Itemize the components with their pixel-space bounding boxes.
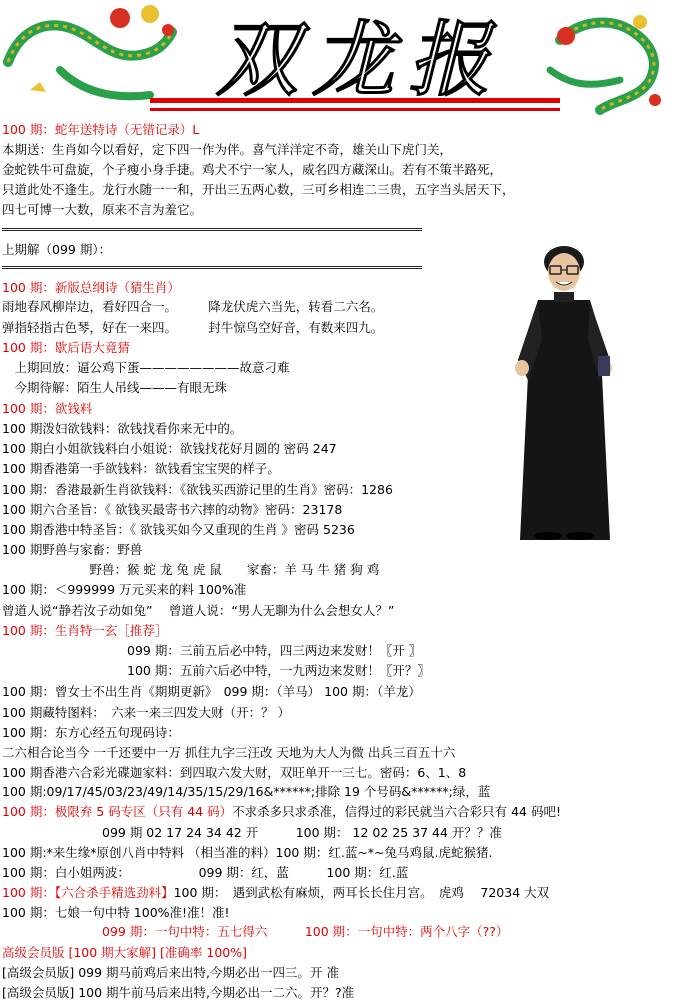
text-line: 二六相合论当今 一千还要中一万 抓住九字三汪改 天地为大人为微 出兵三百五十六 (2, 745, 456, 760)
text-line: 100 期：白小姐两波： 099 期：红，蓝 100 期：红.蓝 (2, 865, 409, 880)
text-line: 099 期 02 17 24 34 42 开 100 期： 12 02 25 37 44 开？？准 (2, 825, 502, 840)
text-line: 100 期香港第一手欲钱料：欲钱看宝宝哭的样子。 (2, 461, 280, 476)
text-line: 099 期：一句中特：五七得六 100 期：一句中特：两个八字（??） (2, 924, 509, 939)
text-line: 野兽：猴 蛇 龙 兔 虎 鼠 家畜：羊 马 牛 猪 狗 鸡 (2, 562, 380, 577)
text-line: [高级会员版] 099 期马前鸡后来出特,今期必出一四三。开 准 (2, 965, 340, 980)
title-underline-bottom (150, 108, 560, 111)
text-line: 100 期:*来生缘*原创八肖中特料 （相当准的料）100 期：红.蓝~*~兔马鸡鼠.虎蛇猴猪. (2, 845, 493, 860)
text-line: 只道此处不逢生。龙行水随一一和，开出三五两心数，三可乡相连二三贵，五字当头居天下， (2, 182, 515, 197)
text-line: 100 期：东方心经五句现码诗： (2, 725, 180, 740)
separator-line (2, 266, 422, 275)
text-line: 四七可博一大数，原来不言为羞它。 (2, 202, 203, 217)
text-line: 100 期泼妇欲钱料：欲钱找看你来无中的。 (2, 421, 243, 436)
text-line: 100 期野兽与家畜：野兽 (2, 542, 143, 557)
text-line: 弹指轻指古色琴，好在一来四。 封牛惊鸟空好音，有数来四九。 (2, 320, 384, 335)
masthead-title: 双龙报 (216, 13, 504, 108)
text-line (2, 802, 561, 822)
portrait-figure (508, 240, 620, 540)
text-line: 099 期：三前五后必中特，四三两边来发财！〖开 〗 (2, 643, 422, 658)
text-line: 100 期：欲钱料 (2, 401, 93, 416)
text-line: 本期送：生肖如今以看好，定下四一作为伴。喜气洋洋定不奇，雄关山下虎门关， (2, 142, 453, 157)
text-line: 今期待解：陌生人吊线———有眼无珠 (2, 380, 228, 395)
line-rest: 100 期： 遇到武松有麻烦，两耳长长住月宫。 虎鸡 72034 大双 (173, 885, 550, 900)
red-prefix: 100 期：极限弃 5 码专区（只有 44 码） (2, 804, 233, 819)
text-line: 100 期：七娘一句中特 100%准!准！准! (2, 905, 230, 920)
masthead (0, 0, 688, 122)
text-line: 雨地春风柳岸边，看好四合一。 降龙伏虎六当先，转看二六名。 (2, 299, 384, 314)
text-line: 100 期：＜999999 万元买来的料 100%准 (2, 582, 247, 597)
text-line: 100 期:09/17/45/03/23/49/14/35/15/29/16&******;排除 19 个号码&******;绿，蓝 (2, 784, 491, 799)
red-prefix: 100 期：【六合杀手精选劲料】 (2, 885, 174, 900)
text-line: 100 期香港六合彩光碟迦家料：到四取六发大财，双旺单开一三七。密码：6、1、8 (2, 765, 467, 780)
text-line: 100 期：曾女士不出生肖《期期更新》 099 期：（羊马） 100 期：（羊龙） (2, 684, 421, 699)
text-line: 100 期六合圣旨：《 欲钱买最寄书六摔的动物》密码：23178 (2, 502, 343, 517)
text-line: 100 期：香港最新生肖欲钱料：《欲钱买西游记里的生肖》密码：1286 (2, 482, 393, 497)
text-line: 100 期白小姐欲钱料白小姐说：欲钱找花好月圆的 密码 247 (2, 441, 337, 456)
text-line: 上期解（099 期）： (2, 242, 112, 257)
text-line: 金蛇铁牛可盘旋，个子瘦小身手捷。鸡犬不宁一家人，威名四方藏深山。若有不策半路死， (2, 162, 503, 177)
text-line: 100 期：蛇年送特诗（无错记录）L (2, 122, 200, 137)
text-line: 100 期香港中特圣旨：《 欲钱买如今又重现的生肖 》密码 5236 (2, 522, 355, 537)
text-line: 100 期：生肖特一玄［推荐］ (2, 623, 168, 638)
text-line (2, 883, 549, 903)
text-line: 上期回放：逼公鸡下蛋————————故意刁难 (2, 360, 290, 375)
dragon-right-icon (550, 15, 661, 110)
text-line: [高级会员版] 100 期牛前马后来出特,今期必出一二六。开？?准 (2, 985, 355, 1000)
line-rest: 不求杀多只求杀准，信得过的彩民就当六合彩只有 44 码吧! (232, 804, 561, 819)
text-line: 100 期藏特图料： 六来一来三四发大财（开：？ ） (2, 705, 291, 720)
text-line: 高级会员版 [100 期大家解] [准确率 100%] (2, 945, 247, 960)
text-line: 曾道人说“静若汝子动如兔” 曾道人说：“男人无聊为什么会想女人？” (2, 603, 395, 618)
text-line: 100 期：歇后语大竟猜 (2, 340, 130, 355)
text-line: 100 期：新版总纲诗（猜生肖） (2, 280, 180, 295)
separator-line (2, 228, 422, 237)
text-line: 100 期：五前六后必中特，一九两边来发财！〖开？〗 (2, 663, 430, 678)
dragon-left-icon (8, 5, 174, 96)
